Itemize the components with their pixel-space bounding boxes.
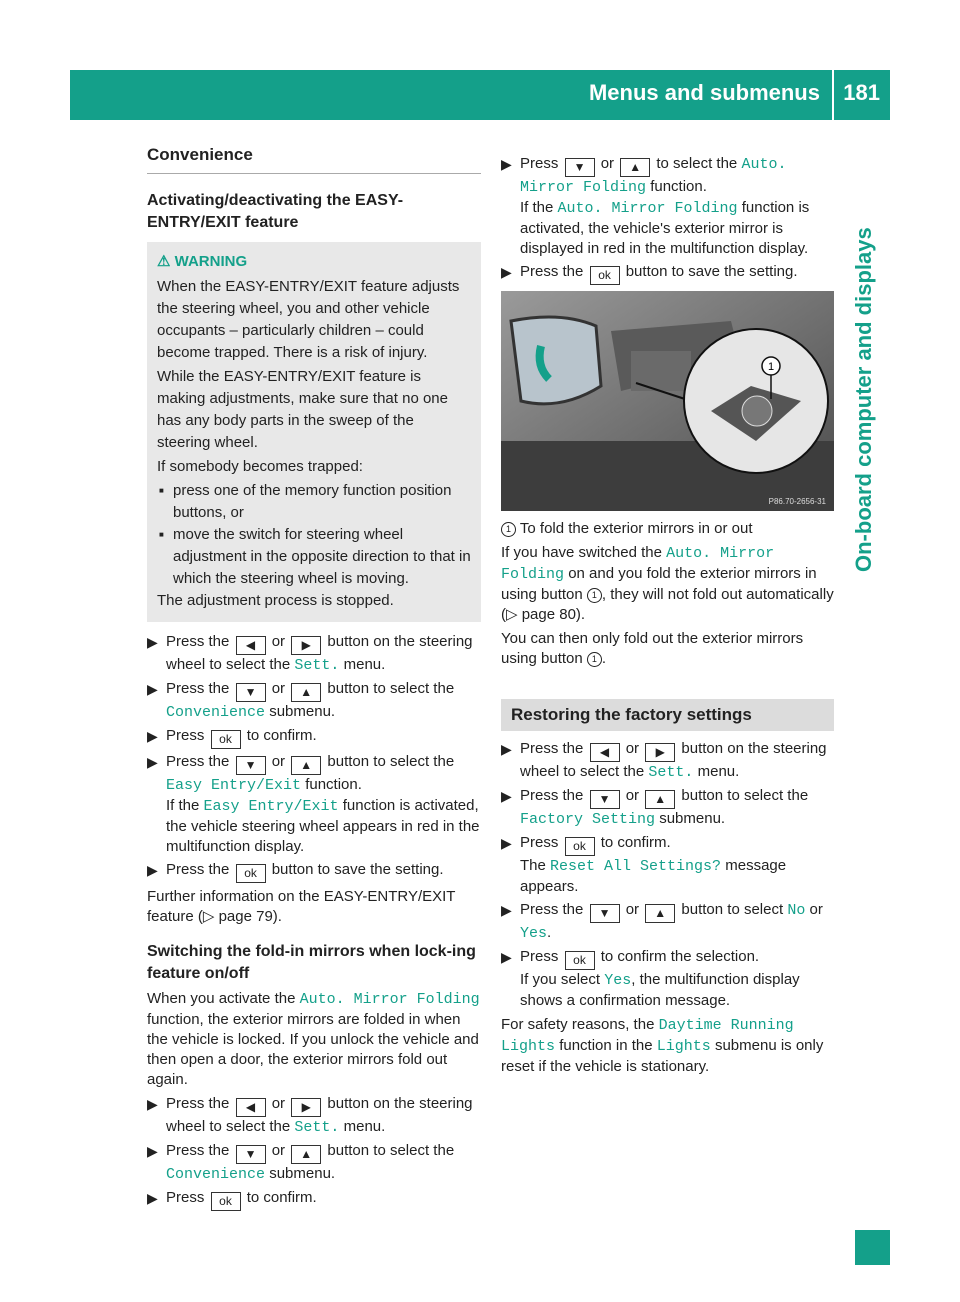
step-arrow-icon: ▶ <box>501 788 512 804</box>
ok-key: ok <box>565 951 595 970</box>
menu-name: Daytime Running Lights <box>501 1017 794 1055</box>
car-interior-illustration <box>501 291 834 511</box>
subheading-mirror-folding: Switching the fold-in mirrors when lock-ing feature on/off <box>147 943 476 982</box>
warning-bullet: ■ press one of the memory function position buttons, or <box>157 480 471 524</box>
step-text: or <box>809 901 823 918</box>
menu-name: Sett. <box>294 1119 340 1136</box>
further-info: Further information on the EASY-ENTRY/EXIT feature (▷ page 79). <box>147 888 456 925</box>
step-text: to confirm the selection. <box>600 948 760 965</box>
step-text: . <box>547 924 552 941</box>
menu-name: Easy Entry/Exit <box>203 798 339 815</box>
step <box>501 833 834 897</box>
step-arrow-icon: ▶ <box>501 741 512 757</box>
step-text: menu. <box>343 1118 386 1135</box>
right-arrow-key: ▶ <box>291 636 321 655</box>
warning-label-text: WARNING <box>174 253 248 270</box>
photo-code: P86.70-2656-31 <box>768 497 826 506</box>
warning-bullet: ■ move the switch for steering wheel adjustment in the opposite direction to that in which the steering wheel is moving. <box>157 524 471 590</box>
step-text: button on the steering wheel to select the <box>166 633 473 673</box>
step <box>147 1094 481 1138</box>
step-text: or <box>625 740 640 757</box>
menu-name: Easy Entry/Exit <box>166 777 302 794</box>
menu-name: Auto. Mirror Folding <box>299 991 480 1008</box>
step-text: Press the <box>166 1142 230 1159</box>
down-arrow-key: ▼ <box>590 790 620 809</box>
header-divider <box>832 70 834 120</box>
section-rule <box>147 173 481 174</box>
paragraph <box>501 629 834 669</box>
side-tab-label: On-board computer and displays <box>851 227 876 572</box>
menu-name: Convenience <box>166 1166 266 1183</box>
step-text: to select the <box>656 155 738 172</box>
step-text: button to select the <box>327 753 455 770</box>
menu-name: Lights <box>656 1038 711 1055</box>
step-text: Press the <box>166 753 230 770</box>
step-arrow-icon: ▶ <box>501 156 512 172</box>
up-arrow-key: ▲ <box>645 904 675 923</box>
step-text: Press <box>520 834 559 851</box>
up-arrow-key: ▲ <box>291 756 321 775</box>
body-text: on and you fold the exterior mirrors in using button <box>501 565 817 603</box>
step <box>501 947 834 1011</box>
step-text: submenu. <box>269 1165 336 1182</box>
step-text: button to select the <box>327 680 455 697</box>
warning-list <box>157 480 471 590</box>
caption-text: To fold the exterior mirrors in or out <box>519 520 753 537</box>
menu-name: Yes <box>520 925 548 942</box>
step-text: menu. <box>697 763 740 780</box>
step-text: submenu. <box>659 810 726 827</box>
left-arrow-key: ◀ <box>236 1098 266 1117</box>
step-arrow-icon: ▶ <box>147 862 158 878</box>
body-text: You can then only fold out the exterior mirrors using button <box>501 630 804 667</box>
step-text: Press <box>166 1189 205 1206</box>
right-arrow-key: ▶ <box>645 743 675 762</box>
body-text: When you activate the <box>147 990 296 1007</box>
paragraph <box>501 543 834 625</box>
step-text: to confirm. <box>246 1189 317 1206</box>
step-arrow-icon: ▶ <box>147 728 158 744</box>
menu-name: Sett. <box>648 764 694 781</box>
right-column <box>501 152 834 1081</box>
callout-number: 1 <box>767 361 775 373</box>
menu-name: No <box>787 902 806 919</box>
step <box>501 786 834 830</box>
menu-name: Sett. <box>294 657 340 674</box>
step-text: submenu. <box>269 703 336 720</box>
body-text: For safety reasons, the <box>501 1016 655 1033</box>
step-text: Press the <box>166 1095 230 1112</box>
step-text: Press the <box>520 787 584 804</box>
step <box>147 1141 481 1185</box>
step-text: or <box>600 155 615 172</box>
down-arrow-key: ▼ <box>590 904 620 923</box>
callout-icon: 1 <box>587 588 602 603</box>
step <box>501 739 834 783</box>
step-text: or <box>271 753 286 770</box>
step-arrow-icon: ▶ <box>147 1096 158 1112</box>
ok-key: ok <box>565 837 595 856</box>
step-text: or <box>625 901 640 918</box>
step-text: Press <box>166 727 205 744</box>
up-arrow-key: ▲ <box>620 158 650 177</box>
step <box>501 900 834 944</box>
step-text: button to select <box>681 901 784 918</box>
step <box>501 262 834 285</box>
body-text: submenu is only reset if the vehicle is stationary. <box>501 1037 824 1075</box>
step-text: If you select <box>520 971 601 988</box>
callout-icon: 1 <box>501 522 516 537</box>
step-text: or <box>625 787 640 804</box>
step-text: or <box>271 680 286 697</box>
menu-name: Convenience <box>166 704 266 721</box>
step-arrow-icon: ▶ <box>501 902 512 918</box>
warning-text: The adjustment process is stopped. <box>157 592 394 609</box>
final-paragraph <box>501 1015 834 1077</box>
step-text: Press the <box>166 861 230 878</box>
step-text: menu. <box>343 656 386 673</box>
step-arrow-icon: ▶ <box>147 681 158 697</box>
down-arrow-key: ▼ <box>236 1145 266 1164</box>
step-arrow-icon: ▶ <box>501 264 512 280</box>
step-text: The <box>520 857 546 874</box>
intro-paragraph <box>147 989 481 1090</box>
up-arrow-key: ▲ <box>291 683 321 702</box>
up-arrow-key: ▲ <box>291 1145 321 1164</box>
menu-name: Auto. Mirror Folding <box>520 156 787 196</box>
photo-caption <box>501 519 834 539</box>
step-text: button to save the setting. <box>625 263 798 280</box>
step-arrow-icon: ▶ <box>501 949 512 965</box>
step-text: function. <box>650 178 707 195</box>
side-tab-square <box>855 1230 890 1265</box>
step-text: , the multifunction display shows a confirmation message. <box>520 971 800 1009</box>
step-text: function is activated, the vehicle's exterior mirror is displayed in red in the multifunction display. <box>520 199 810 257</box>
step <box>147 632 481 676</box>
down-arrow-key: ▼ <box>236 683 266 702</box>
section-title-factory: Restoring the factory settings <box>501 699 834 731</box>
body-text: , they will not fold out automatically (▷ page 80). <box>501 586 834 623</box>
section-title-convenience: Convenience <box>147 145 253 164</box>
step-text: Press the <box>520 263 584 280</box>
menu-name: Factory Setting <box>520 811 656 828</box>
header-title: Menus and submenus <box>588 80 820 105</box>
step-text: or <box>271 1095 286 1112</box>
ok-key: ok <box>211 1192 241 1211</box>
step-text: If the <box>166 797 200 814</box>
step-text: to confirm. <box>246 727 317 744</box>
step-text: button on the steering wheel to select the <box>520 740 827 780</box>
step-text: to confirm. <box>600 834 671 851</box>
step-text: button on the steering wheel to select the <box>166 1095 473 1135</box>
step-text: Press the <box>166 680 230 697</box>
down-arrow-key: ▼ <box>565 158 595 177</box>
body-text: function in the <box>559 1037 653 1054</box>
step-arrow-icon: ▶ <box>501 835 512 851</box>
warning-text: When the EASY-ENTRY/EXIT feature adjusts the steering wheel, you and other vehicle occupants – particularly children – could become trapped. There is a risk of injury. <box>157 278 460 361</box>
warning-label <box>157 252 471 272</box>
subheading-easy-entry: Activating/deactivating the EASY-ENTRY/EXIT feature <box>147 192 404 231</box>
step-arrow-icon: ▶ <box>147 1143 158 1159</box>
warning-icon: ⚠ <box>157 253 175 270</box>
ok-key: ok <box>211 730 241 749</box>
step <box>147 860 481 883</box>
step-text: or <box>271 1142 286 1159</box>
left-arrow-key: ◀ <box>590 743 620 762</box>
step-text: Press the <box>520 901 584 918</box>
warning-box <box>147 242 481 622</box>
menu-name: Auto. Mirror Folding <box>501 545 775 583</box>
mirror-button-photo <box>501 291 834 511</box>
step-text: If the <box>520 199 554 216</box>
step-text: button to save the setting. <box>271 861 444 878</box>
right-arrow-key: ▶ <box>291 1098 321 1117</box>
callout-icon: 1 <box>587 652 602 667</box>
ok-key: ok <box>590 266 620 285</box>
ok-key: ok <box>236 864 266 883</box>
step-text: or <box>271 633 286 650</box>
left-arrow-key: ◀ <box>236 636 266 655</box>
body-text: . <box>601 650 607 667</box>
step-text: function is activated, the vehicle steering wheel appears in red in the multifunction display. <box>166 797 480 855</box>
step-text: button to select the <box>327 1142 455 1159</box>
page-header <box>70 70 890 120</box>
step <box>147 752 481 857</box>
page-number: 181 <box>843 80 880 105</box>
menu-name: Reset All Settings? <box>550 858 722 875</box>
warning-text: While the EASY-ENTRY/EXIT feature is making adjustments, make sure that no one has any body parts in the sweep of the steering wheel. <box>157 368 448 451</box>
step <box>147 1188 481 1211</box>
step-text: Press <box>520 948 559 965</box>
step-text: Press the <box>166 633 230 650</box>
step-arrow-icon: ▶ <box>147 1190 158 1206</box>
step-text: message appears. <box>520 857 787 895</box>
step <box>147 726 481 749</box>
warning-text: If somebody becomes trapped: <box>157 458 363 475</box>
step <box>147 679 481 723</box>
body-text: If you have switched the <box>501 544 662 561</box>
menu-name: Yes <box>604 972 632 989</box>
step <box>501 154 834 259</box>
step-text: Press <box>520 155 559 172</box>
left-column <box>147 145 481 1214</box>
step-arrow-icon: ▶ <box>147 634 158 650</box>
up-arrow-key: ▲ <box>645 790 675 809</box>
step-text: function. <box>305 776 362 793</box>
down-arrow-key: ▼ <box>236 756 266 775</box>
body-text: function, the exterior mirrors are folded in when the vehicle is locked. If you unlock the vehicle and then open a door, the exterior mirrors fold out again. <box>147 1011 479 1088</box>
menu-name: Auto. Mirror Folding <box>557 200 738 217</box>
step-arrow-icon: ▶ <box>147 754 158 770</box>
step-text: Press the <box>520 740 584 757</box>
step-text: button to select the <box>681 787 809 804</box>
